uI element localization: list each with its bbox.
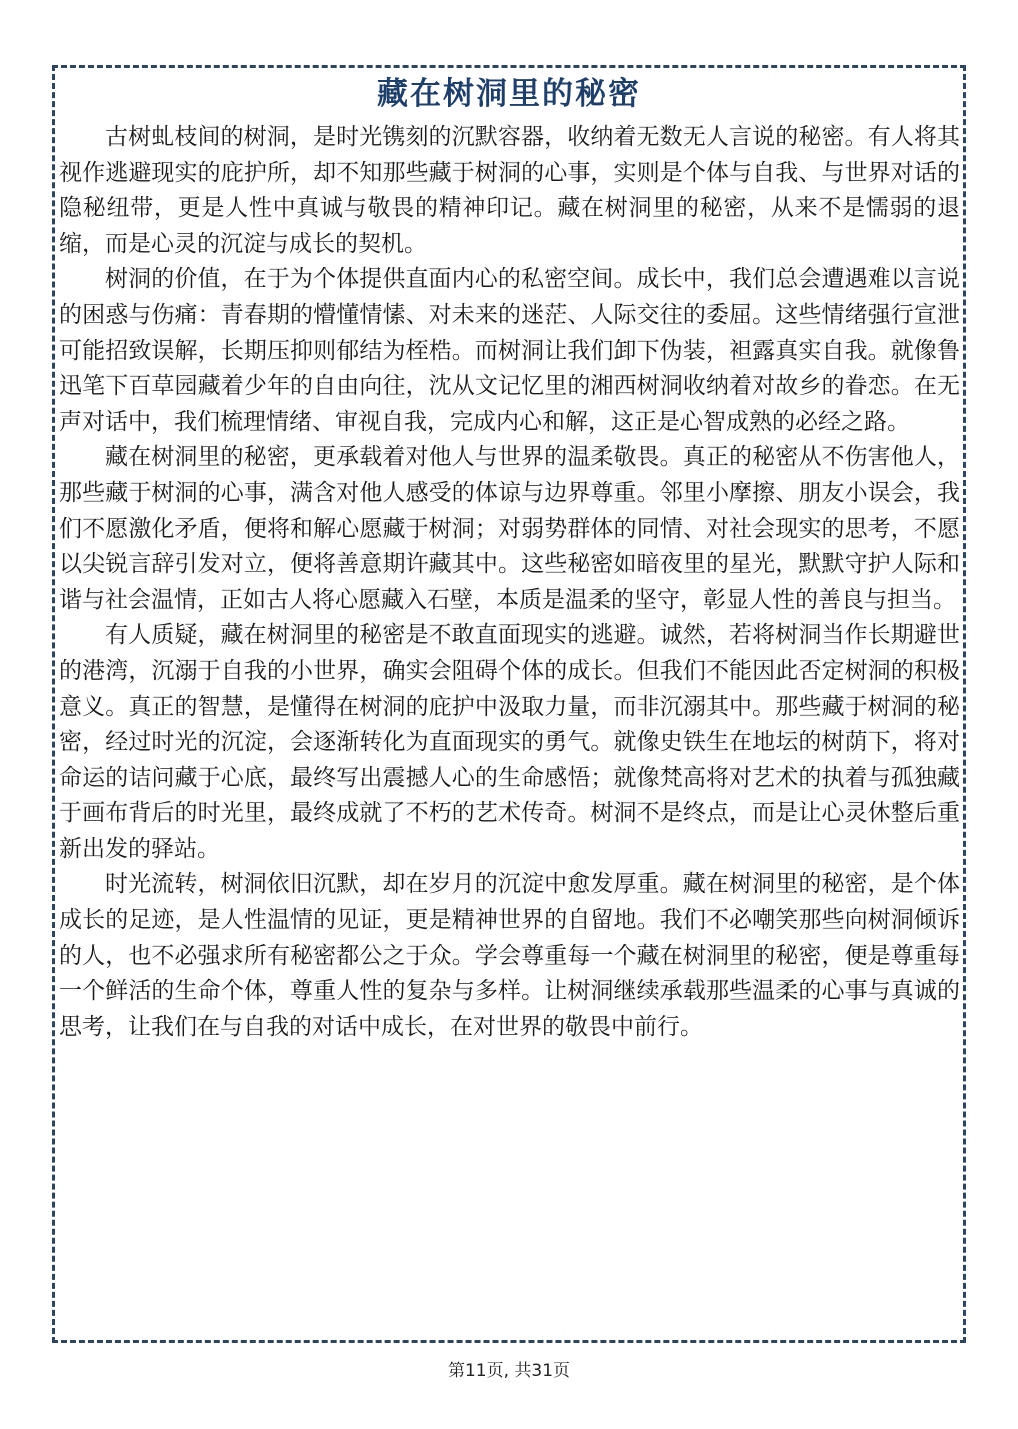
essay-body <box>59 120 960 1045</box>
essay-paragraph-5: 时光流转，树洞依旧沉默，却在岁月的沉淀中愈发厚重。藏在树洞里的秘密，是个体成长的足迹，是人性温情的见证，更是精神世界的自留地。我们不必嘲笑那些向树洞倾诉的人，也不必强求所有秘密都公之于众。学会尊重每一个藏在树洞里的秘密，便是尊重每一个鲜活的生命个体，尊重人性的复杂与多样。让树洞继续承载那些温柔的心事与真诚的思考，让我们在与自我的对话中成长，在对世界的敬畏中前行。 <box>59 871 960 1040</box>
essay-frame <box>52 65 966 1343</box>
essay-paragraph-3: 藏在树洞里的秘密，更承载着对他人与世界的温柔敬畏。真正的秘密从不伤害他人，那些藏于树洞的心事，满含对他人感受的体谅与边界尊重。邻里小摩擦、朋友小误会，我们不愿激化矛盾，便将和解心愿藏于树洞；对弱势群体的同情、对社会现实的思考，不愿以尖锐言辞引发对立，便将善意期许藏其中。这些秘密如暗夜里的星光，默默守护人际和谐与社会温情，正如古人将心愿藏入石壁，本质是温柔的坚守，彰显人性的善良与担当。 <box>59 444 960 613</box>
essay-paragraph-2: 树洞的价值，在于为个体提供直面内心的私密空间。成长中，我们总会遭遇难以言说的困惑与伤痛：青春期的懵懂情愫、对未来的迷茫、人际交往的委屈。这些情绪强行宣泄可能招致误解，长期压抑则郁结为桎梏。而树洞让我们卸下伪装，袒露真实自我。就像鲁迅笔下百草园藏着少年的自由向往，沈从文记忆里的湘西树洞收纳着对故乡的眷恋。在无声对话中，我们梳理情绪、审视自我，完成内心和解，这正是心智成熟的必经之路。 <box>59 266 960 435</box>
page-number: 第11页, 共31页 <box>447 1361 571 1381</box>
essay-paragraph-1: 古树虬枝间的树洞，是时光镌刻的沉默容器，收纳着无数无人言说的秘密。有人将其视作逃避现实的庇护所，却不知那些藏于树洞的心事，实则是个体与自我、与世界对话的隐秘纽带，更是人性中真诚与敬畏的精神印记。藏在树洞里的秘密，从来不是懦弱的退缩，而是心灵的沉淀与成长的契机。 <box>59 124 960 257</box>
essay-paragraph-4: 有人质疑，藏在树洞里的秘密是不敢直面现实的逃避。诚然，若将树洞当作长期避世的港湾，沉溺于自我的小世界，确实会阻碍个体的成长。但我们不能因此否定树洞的积极意义。真正的智慧，是懂得在树洞的庇护中汲取力量，而非沉溺其中。那些藏于树洞的秘密，经过时光的沉淀，会逐渐转化为直面现实的勇气。就像史铁生在地坛的树荫下，将对命运的诘问藏于心底，最终写出震撼人心的生命感悟；就像梵高将对艺术的执着与孤独藏于画布背后的时光里，最终成就了不朽的艺术传奇。树洞不是终点，而是让心灵休整后重新出发的驿站。 <box>59 622 960 862</box>
essay-title: 藏在树洞里的秘密 <box>377 76 641 112</box>
